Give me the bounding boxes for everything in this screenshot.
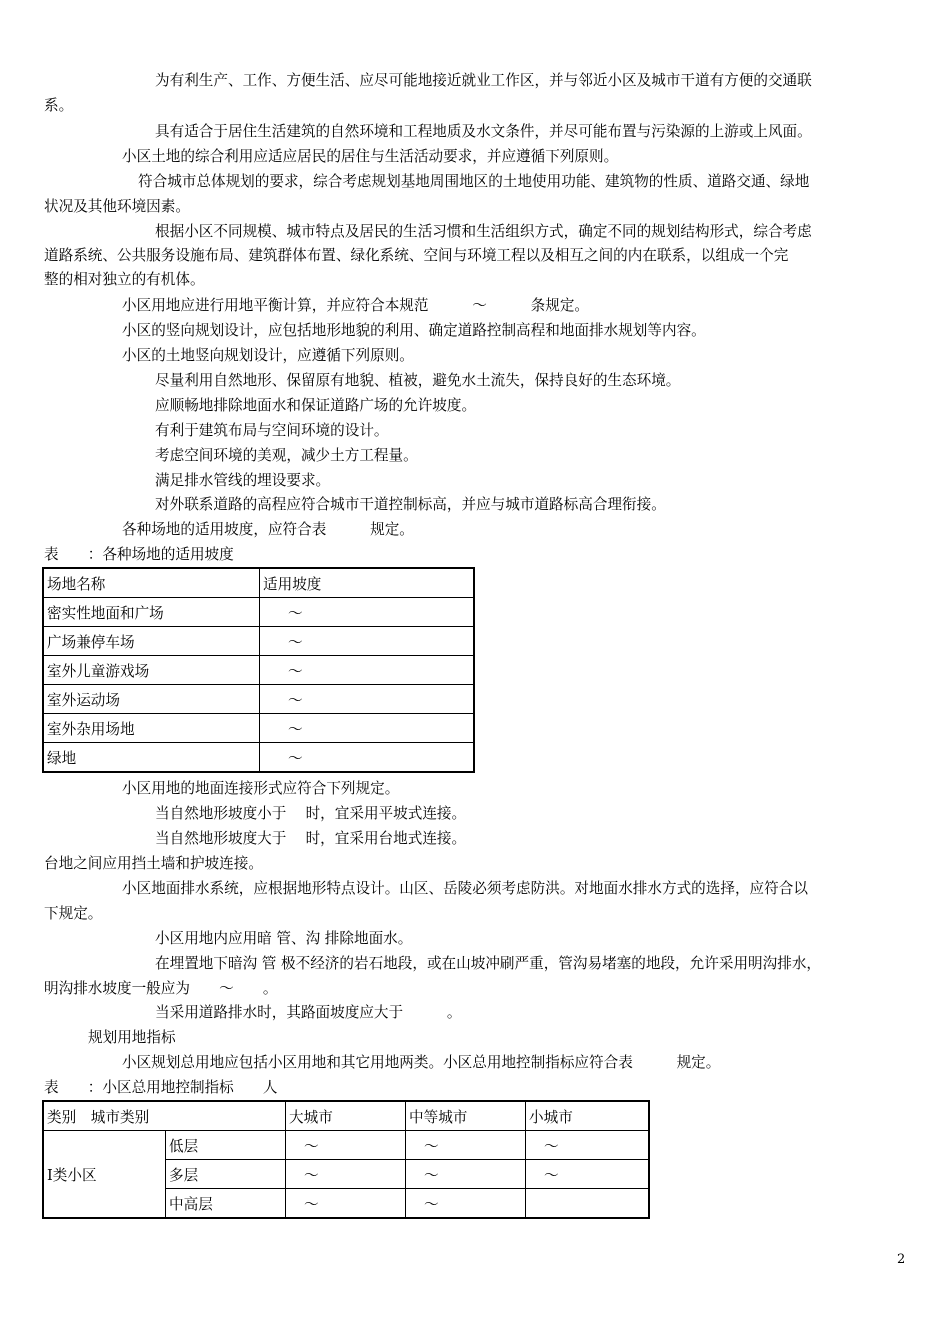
table-cell: 密实性地面和广场 xyxy=(43,598,260,627)
table-group-label: Ⅰ类小区 xyxy=(43,1131,166,1219)
table-cell: 室外儿童游戏场 xyxy=(43,656,260,685)
paragraph-line: 整的相对独立的有机体。 xyxy=(44,271,205,288)
paragraph-line: 符合城市总体规划的要求，综合考虑规划基地周围地区的土地使用功能、建筑物的性质、道路交通、绿地 xyxy=(138,173,810,190)
paragraph-line: 有利于建筑布局与空间环境的设计。 xyxy=(155,422,389,439)
table-cell: 绿地 xyxy=(43,743,260,773)
table-header-cell: 适用坡度 xyxy=(260,568,475,598)
table-cell: 低层 xyxy=(166,1131,286,1160)
table-cell: ～ xyxy=(260,656,475,685)
table-cell: ～ xyxy=(260,714,475,743)
table-row xyxy=(43,685,474,714)
table-header-cell: 小城市 xyxy=(526,1101,650,1131)
slope-table xyxy=(42,567,475,773)
table-cell: ～ xyxy=(406,1189,526,1219)
table-cell: ～ xyxy=(260,627,475,656)
table-row xyxy=(43,598,474,627)
paragraph-line: 小区的土地竖向规划设计，应遵循下列原则。 xyxy=(122,347,414,364)
table-cell: ～ xyxy=(526,1160,650,1189)
table-row xyxy=(43,1131,649,1160)
table-header-cell: 场地名称 xyxy=(43,568,260,598)
table-row xyxy=(43,714,474,743)
table-row xyxy=(43,656,474,685)
table-cell: ～ xyxy=(286,1131,406,1160)
paragraph-line: 满足排水管线的埋设要求。 xyxy=(155,472,331,489)
paragraph-line: 小区规划总用地应包括小区用地和其它用地两类。小区总用地控制指标应符合表 规定。 xyxy=(122,1054,721,1071)
paragraph-line: 根据小区不同规模、城市特点及居民的生活习惯和生活组织方式，确定不同的规划结构形式，综合考虑 xyxy=(155,223,812,240)
paragraph-line: 下规定。 xyxy=(44,905,103,922)
table-cell: ～ xyxy=(260,685,475,714)
paragraph-line: 小区用地内应用暗 管、沟 排除地面水。 xyxy=(155,930,413,947)
paragraph-line: 当自然地形坡度大于 时，宜采用台地式连接。 xyxy=(155,830,467,847)
page-number: 2 xyxy=(897,1252,906,1267)
table-cell: ～ xyxy=(406,1131,526,1160)
paragraph-line: 道路系统、公共服务设施布局、建筑群体布置、绿化系统、空间与环境工程以及相互之间的内在联系，以组成一个完 xyxy=(44,247,789,264)
table-cell: ～ xyxy=(260,743,475,773)
table-cell: 多层 xyxy=(166,1160,286,1189)
table-cell: ～ xyxy=(286,1160,406,1189)
paragraph-line: 小区地面排水系统，应根据地形特点设计。山区、岳陵必须考虑防洪。对地面水排水方式的选择，应符合以 xyxy=(122,880,808,897)
paragraph-line: 各种场地的适用坡度，应符合表 规定。 xyxy=(122,521,414,538)
paragraph-line: 在埋置地下暗沟 管 极不经济的岩石地段，或在山坡冲刷严重，管沟易堵塞的地段，允许采用明沟排水， xyxy=(155,955,822,972)
paragraph-line: 台地之间应用挡土墙和护坡连接。 xyxy=(44,855,263,872)
paragraph-line: 具有适合于居住生活建筑的自然环境和工程地质及水文条件，并尽可能布置与污染源的上游或上风面。 xyxy=(155,123,812,140)
paragraph-line: 考虑空间环境的美观，减少土方工程量。 xyxy=(155,447,418,464)
land-index-table xyxy=(42,1100,650,1219)
table-header-cell: 大城市 xyxy=(286,1101,406,1131)
table-cell: 室外运动场 xyxy=(43,685,260,714)
table-cell: 室外杂用场地 xyxy=(43,714,260,743)
table-cell: ～ xyxy=(286,1189,406,1219)
table-cell: ～ xyxy=(260,598,475,627)
paragraph-line: 当采用道路排水时，其路面坡度应大于 。 xyxy=(155,1004,462,1021)
paragraph-line: 尽量利用自然地形、保留原有地貌、植被，避免水土流失，保持良好的生态环境。 xyxy=(155,372,681,389)
table-row xyxy=(43,627,474,656)
table-cell: ～ xyxy=(526,1131,650,1160)
table-cell: 中高层 xyxy=(166,1189,286,1219)
paragraph-line: 小区用地的地面连接形式应符合下列规定。 xyxy=(122,780,400,797)
table-header-cell: 中等城市 xyxy=(406,1101,526,1131)
paragraph-line: 小区的竖向规划设计，应包括地形地貌的利用、确定道路控制高程和地面排水规划等内容。 xyxy=(122,322,706,339)
table-header-row xyxy=(43,1101,649,1131)
paragraph-line: 为有利生产、工作、方便生活、应尽可能地接近就业工作区，并与邻近小区及城市干道有方便的交通联 xyxy=(155,72,812,89)
section-heading: 规划用地指标 xyxy=(88,1029,176,1046)
paragraph-line: 状况及其他环境因素。 xyxy=(44,198,190,215)
paragraph-line: 系。 xyxy=(44,97,74,114)
paragraph-line: 小区土地的综合利用应适应居民的居住与生活活动要求，并应遵循下列原则。 xyxy=(122,148,619,165)
paragraph-line: 当自然地形坡度小于 时，宜采用平坡式连接。 xyxy=(155,805,467,822)
table-caption: 表 ：小区总用地控制指标 人 xyxy=(44,1079,278,1096)
table-row xyxy=(43,743,474,773)
table-header-cell: 类别 城市类别 xyxy=(43,1101,286,1131)
table-cell: ～ xyxy=(406,1160,526,1189)
paragraph-line: 小区用地应进行用地平衡计算，并应符合本规范 ～ 条规定。 xyxy=(122,297,590,314)
table-cell: 广场兼停车场 xyxy=(43,627,260,656)
paragraph-line: 对外联系道路的高程应符合城市干道控制标高，并应与城市道路标高合理衔接。 xyxy=(155,496,666,513)
table-cell xyxy=(526,1189,650,1219)
table-caption: 表 ：各种场地的适用坡度 xyxy=(44,546,234,563)
paragraph-line: 应顺畅地排除地面水和保证道路广场的允许坡度。 xyxy=(155,397,477,414)
table-header-row xyxy=(43,568,474,598)
paragraph-line: 明沟排水坡度一般应为 ～ 。 xyxy=(44,980,278,997)
